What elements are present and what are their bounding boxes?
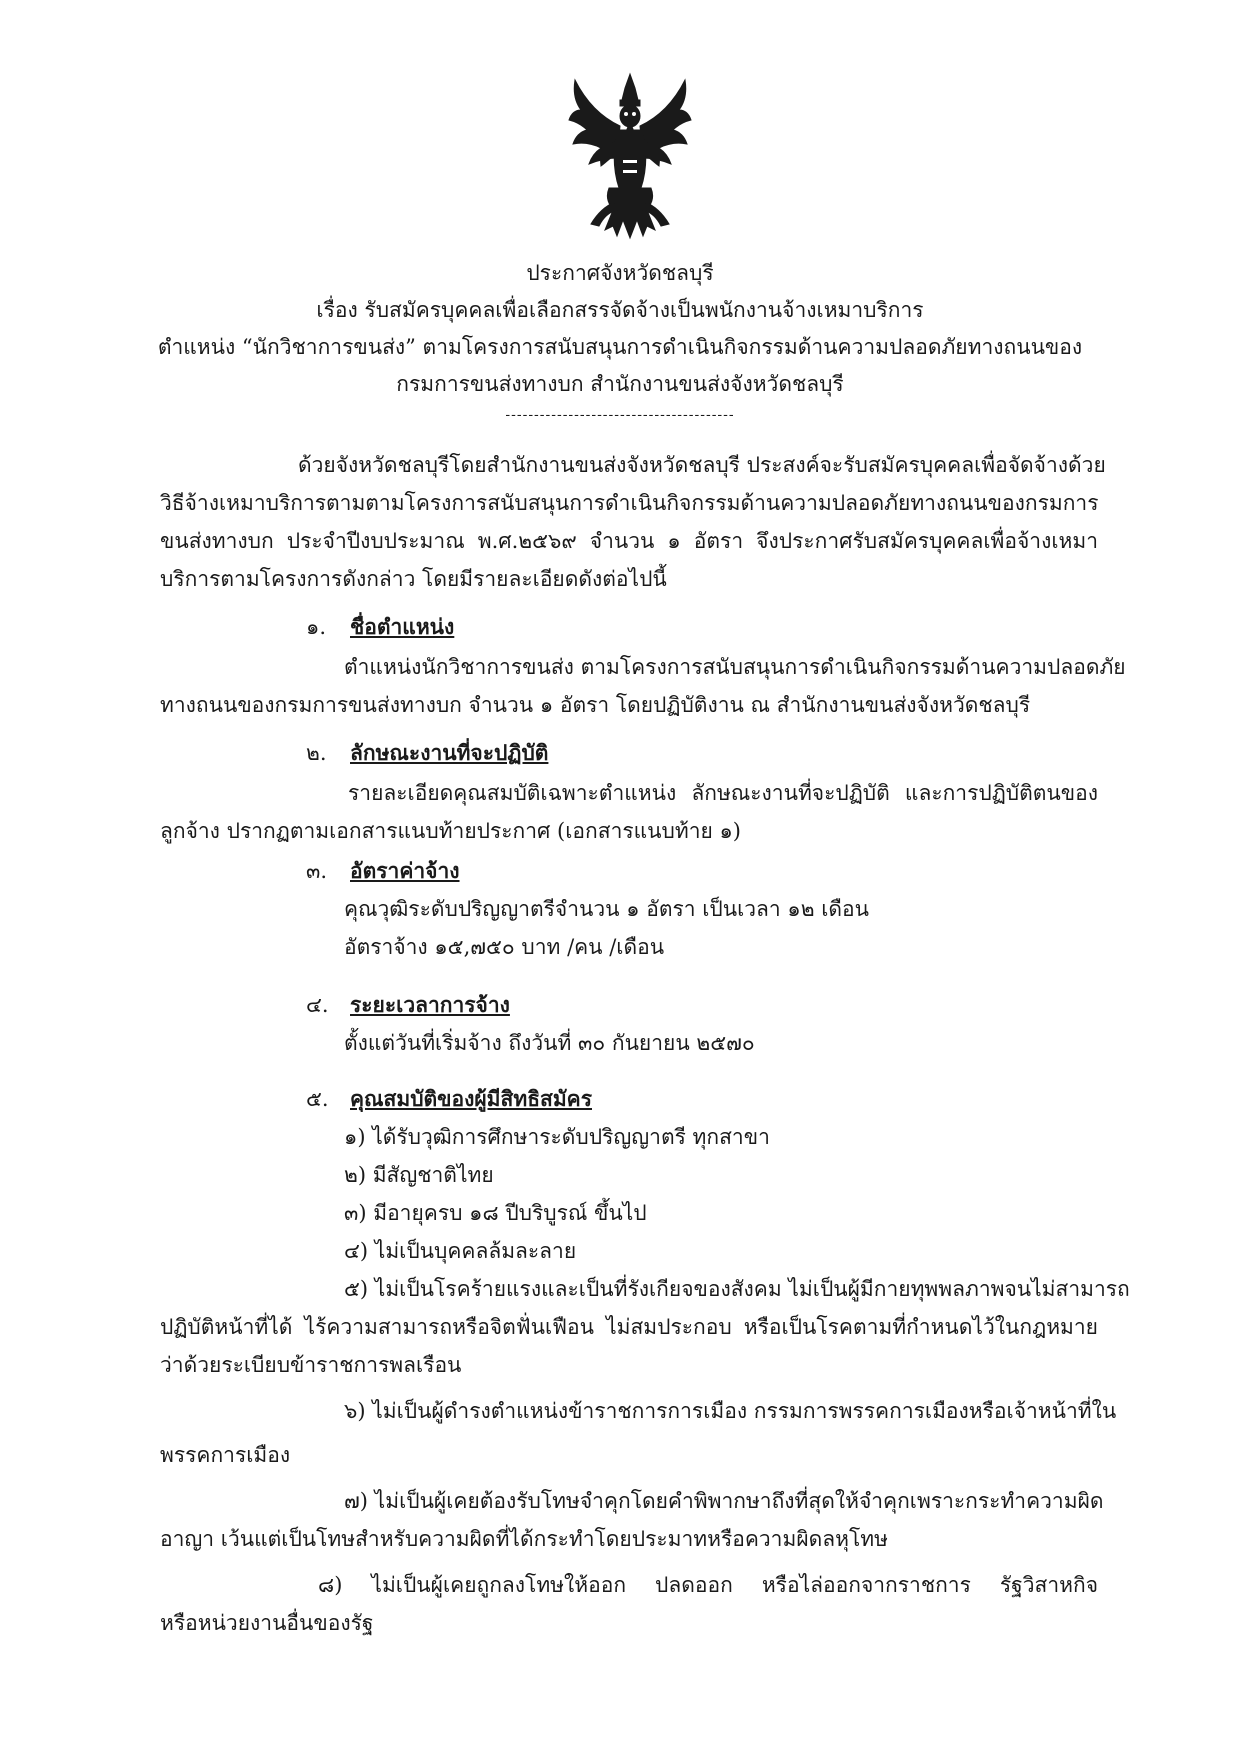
section-3-number: ๓. [306,859,328,883]
announcement-position: ตำแหน่ง “นักวิชาการขนส่ง” ตามโครงการสนับสนุนการดำเนินกิจกรรมด้านความปลอดภัยทางถนนของ [157,335,1083,359]
section-5-heading [306,1084,592,1114]
qualification-3: ๓) มีอายุครบ ๑๘ ปีบริบูรณ์ ขึ้นไป [344,1201,647,1225]
section-4-number: ๔. [306,993,329,1017]
section-1-title: ชื่อตำแหน่ง [350,614,455,639]
header-divider: ---------------------------------------- [505,407,735,423]
announcement-title: ประกาศจังหวัดชลบุรี [526,261,714,285]
qualification-5-line-3: ว่าด้วยระเบียบข้าราชการพลเรือน [160,1353,462,1377]
qualification-6-line-2: พรรคการเมือง [160,1443,291,1467]
section-5-number: ๕. [306,1087,329,1111]
qualification-2: ๒) มีสัญชาติไทย [344,1163,494,1187]
section-2-heading [306,738,548,768]
announcement-subject: เรื่อง รับสมัครบุคคลเพื่อเลือกสรรจัดจ้างเป็นพนักงานจ้างเหมาบริการ [316,298,924,322]
section-5-title: คุณสมบัติของผู้มีสิทธิสมัคร [350,1086,592,1111]
section-3-heading [306,856,460,886]
qualification-7-line-2: อาญา เว้นแต่เป็นโทษสำหรับความผิดที่ได้กระทำโดยประมาทหรือความผิดลหุโทษ [160,1527,888,1551]
intro-line-4: บริการตามโครงการดังกล่าว โดยมีรายละเอียดดังต่อไปนี้ [160,567,667,591]
announcement-organization: กรมการขนส่งทางบก สำนักงานขนส่งจังหวัดชลบุรี [396,372,844,396]
intro-line-2: วิธีจ้างเหมาบริการตามตามโครงการสนับสนุนการดำเนินกิจกรรมด้านความปลอดภัยทางถนนของกรมการ [160,491,1099,515]
qualification-5-line-2: ปฏิบัติหน้าที่ได้ ไร้ความสามารถหรือจิตฟั่นเฟือน ไม่สมประกอบ หรือเป็นโรคตามที่กำหนดไว้ในกฎหมาย [160,1315,1098,1339]
section-1-line-1: ตำแหน่งนักวิชาการขนส่ง ตามโครงการสนับสนุนการดำเนินกิจกรรมด้านความปลอดภัย [344,655,1126,679]
qualification-1: ๑) ได้รับวุฒิการศึกษาระดับปริญญาตรี ทุกสาขา [344,1125,770,1149]
intro-line-3: ขนส่งทางบก ประจำปีงบประมาณ พ.ศ.๒๕๖๙ จำนวน ๑ อัตรา จึงประกาศรับสมัครบุคคลเพื่อจ้างเหมา [160,529,1098,553]
section-2-title: ลักษณะงานที่จะปฏิบัติ [350,740,549,765]
section-3-line-1: คุณวุฒิระดับปริญญาตรีจำนวน ๑ อัตรา เป็นเวลา ๑๒ เดือน [344,897,869,921]
section-1-number: ๑. [306,615,327,639]
qualification-8-line-2: หรือหน่วยงานอื่นของรัฐ [160,1611,374,1635]
section-4-heading [306,990,510,1020]
section-2-number: ๒. [306,741,327,765]
section-4-line-1: ตั้งแต่วันที่เริ่มจ้าง ถึงวันที่ ๓๐ กันยายน ๒๕๗๐ [344,1031,755,1055]
qualification-6-line-1: ๖) ไม่เป็นผู้ดำรงตำแหน่งข้าราชการการเมือง กรรมการพรรคการเมืองหรือเจ้าหน้าที่ใน [344,1399,1117,1423]
qualification-5-line-1: ๕) ไม่เป็นโรคร้ายแรงและเป็นที่รังเกียจของสังคม ไม่เป็นผู้มีกายทุพพลภาพจนไม่สามารถ [344,1277,1130,1301]
section-1-line-2: ทางถนนของกรมการขนส่งทางบก จำนวน ๑ อัตรา โดยปฏิบัติงาน ณ สำนักงานขนส่งจังหวัดชลบุรี [160,693,1031,717]
garuda-emblem-icon [565,70,695,240]
section-2-line-2: ลูกจ้าง ปรากฏตามเอกสารแนบท้ายประกาศ (เอกสารแนบท้าย ๑) [160,819,741,843]
section-2-line-1: รายละเอียดคุณสมบัติเฉพาะตำแหน่ง ลักษณะงานที่จะปฏิบัติ และการปฏิบัติตนของ [348,781,1098,805]
qualification-7-line-1: ๗) ไม่เป็นผู้เคยต้องรับโทษจำคุกโดยคำพิพากษาถึงที่สุดให้จำคุกเพราะกระทำความผิด [344,1489,1104,1513]
section-3-line-2: อัตราจ้าง ๑๕,๗๕๐ บาท /คน /เดือน [344,935,665,959]
qualification-8-line-1: ๘) ไม่เป็นผู้เคยถูกลงโทษให้ออก ปลดออก หรือไล่ออกจากราชการ รัฐวิสาหกิจ [318,1573,1098,1597]
section-4-title: ระยะเวลาการจ้าง [350,992,510,1017]
section-3-title: อัตราค่าจ้าง [350,858,460,883]
qualification-4: ๔) ไม่เป็นบุคคลล้มละลาย [344,1239,577,1263]
intro-line-1: ด้วยจังหวัดชลบุรีโดยสำนักงานขนส่งจังหวัดชลบุรี ประสงค์จะรับสมัครบุคคลเพื่อจัดจ้างด้วย [298,453,1106,477]
section-1-heading [306,612,454,642]
